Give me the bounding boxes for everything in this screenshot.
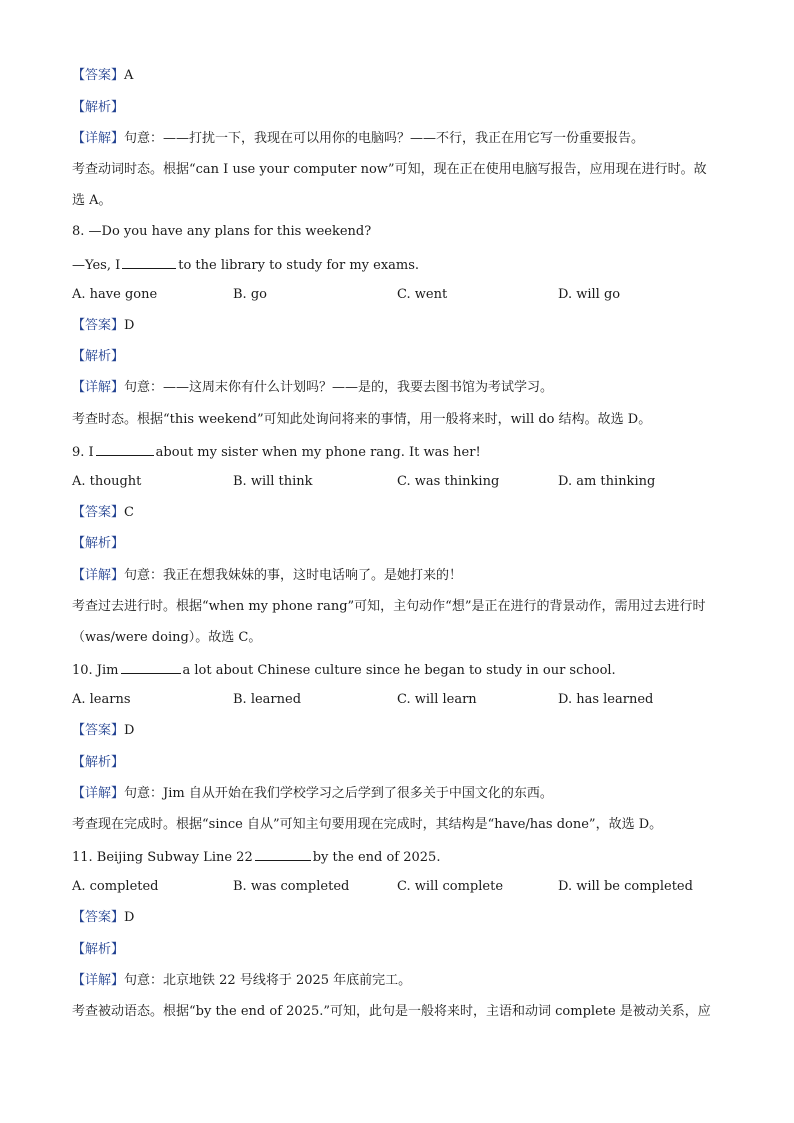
option-d: D. will go [558, 287, 621, 302]
analysis-label: 【解析】 [72, 536, 125, 551]
analysis-line-11 [72, 942, 124, 958]
question-stem [72, 443, 481, 461]
detail-label: 【详解】 [72, 131, 125, 146]
answer-blank [255, 848, 311, 861]
stem-text: 9. I [72, 445, 94, 460]
answer-value: D [124, 723, 135, 738]
question-stem: 8. —Do you have any plans for this weekend? [72, 224, 372, 239]
detail-text: 句意：Jim 自从开始在我们学校学习之后学到了很多关于中国文化的东西。 [124, 786, 553, 801]
detail-line-10 [72, 786, 553, 802]
option-b: B. will think [233, 474, 313, 489]
explain-line: 考查过去进行时。根据“when my phone rang”可知，主句动作“想”是正在进行的背景动作，需用过去进行时 [72, 599, 706, 614]
question-stem [72, 661, 616, 679]
option-a: A. completed [72, 879, 159, 894]
option-a: A. learns [72, 692, 131, 707]
analysis-label: 【解析】 [72, 942, 125, 957]
stem-text: —Yes, I [72, 258, 121, 273]
option-b: B. learned [233, 692, 302, 707]
detail-label: 【详解】 [72, 786, 125, 801]
answer-label: 【答案】 [72, 505, 125, 520]
detail-text: 句意：——这周末你有什么计划吗？——是的，我要去图书馆为考试学习。 [124, 380, 554, 395]
answer-line-7 [72, 68, 133, 84]
option-d: D. will be completed [558, 879, 693, 894]
analysis-label: 【解析】 [72, 100, 125, 115]
detail-line-11 [72, 973, 411, 989]
stem-text: a lot about Chinese culture since he began to study in our school. [182, 663, 616, 678]
analysis-line-8 [72, 349, 124, 365]
option-c: C. will complete [397, 879, 504, 894]
stem-text: 11. Beijing Subway Line 22 [72, 850, 253, 865]
analysis-label: 【解析】 [72, 349, 125, 364]
detail-text: 句意：——打扰一下，我现在可以用你的电脑吗？——不行，我正在用它写一份重要报告。 [124, 131, 645, 146]
answer-line-8 [72, 318, 134, 334]
option-a: A. have gone [72, 287, 158, 302]
question-stem [72, 256, 419, 274]
explain-line: 考查现在完成时。根据“since 自从”可知主句要用现在完成时，其结构是“have/has done”，故选 D。 [72, 817, 663, 832]
answer-label: 【答案】 [72, 723, 125, 738]
answer-label: 【答案】 [72, 318, 125, 333]
option-d: D. am thinking [558, 474, 656, 489]
stem-text: to the library to study for my exams. [178, 258, 420, 273]
detail-label: 【详解】 [72, 973, 125, 988]
answer-label: 【答案】 [72, 68, 125, 83]
analysis-line-10 [72, 755, 124, 771]
option-c: C. went [397, 287, 448, 302]
answer-blank [96, 443, 154, 456]
explain-line: 考查时态。根据“this weekend”可知此处询问将来的事情，用一般将来时，will do 结构。故选 D。 [72, 412, 652, 427]
detail-line-9 [72, 568, 462, 584]
detail-line-8 [72, 380, 553, 396]
answer-line-11 [72, 910, 134, 926]
detail-line-7 [72, 131, 644, 147]
answer-value: A [124, 68, 134, 83]
option-b: B. was completed [233, 879, 350, 894]
answer-value: C [124, 505, 134, 520]
analysis-line-7 [72, 100, 124, 116]
option-b: B. go [233, 287, 267, 302]
detail-text: 句意：我正在想我妹妹的事，这时电话响了。是她打来的！ [124, 568, 463, 583]
answer-value: D [124, 318, 135, 333]
answer-line-10 [72, 723, 134, 739]
answer-line-9 [72, 505, 134, 521]
detail-label: 【详解】 [72, 380, 125, 395]
explain-line: 考查动词时态。根据“can I use your computer now”可知，现在正在使用电脑写报告，应用现在进行时。故 [72, 162, 707, 177]
detail-label: 【详解】 [72, 568, 125, 583]
answer-label: 【答案】 [72, 910, 125, 925]
option-c: C. was thinking [397, 474, 500, 489]
explain-line: （was/were doing）。故选 C。 [72, 630, 262, 645]
analysis-line-9 [72, 536, 124, 552]
stem-text: by the end of 2025. [312, 850, 441, 865]
detail-text: 句意：北京地铁 22 号线将于 2025 年底前完工。 [124, 973, 412, 988]
answer-value: D [124, 910, 135, 925]
explain-line: 选 A。 [72, 193, 112, 208]
option-c: C. will learn [397, 692, 477, 707]
option-a: A. thought [72, 474, 142, 489]
analysis-label: 【解析】 [72, 755, 125, 770]
question-stem [72, 848, 440, 866]
option-d: D. has learned [558, 692, 654, 707]
stem-text: about my sister when my phone rang. It was her! [155, 445, 481, 460]
answer-blank [122, 256, 176, 269]
explain-line: 考查被动语态。根据“by the end of 2025.”可知，此句是一般将来时，主语和动词 complete 是被动关系，应 [72, 1004, 711, 1019]
stem-text: 10. Jim [72, 663, 119, 678]
answer-blank [121, 661, 181, 674]
